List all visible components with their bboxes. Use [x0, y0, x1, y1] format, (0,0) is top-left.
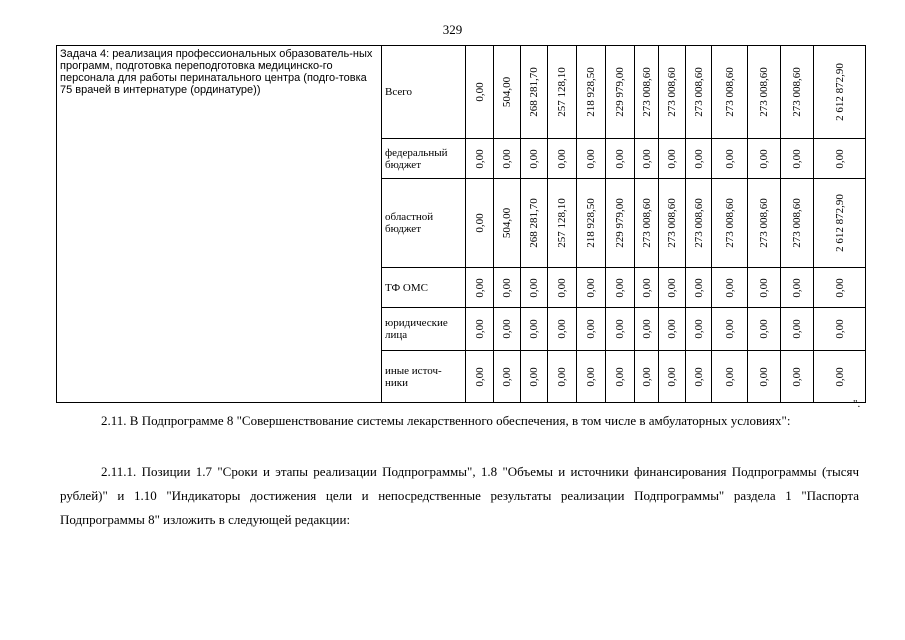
amount-cell — [712, 46, 748, 139]
amount-value: 0,00 — [723, 366, 736, 387]
amount-value: 0,00 — [666, 277, 678, 298]
amount-value: 0,00 — [791, 366, 803, 387]
amount-value: 0,00 — [501, 319, 513, 339]
amount-value: 0,00 — [758, 319, 770, 339]
amount-value: 0,00 — [614, 277, 626, 298]
amount-value: 0,00 — [556, 366, 568, 387]
amount-cell — [466, 179, 494, 268]
amount-value: 0,00 — [833, 277, 846, 298]
amount-value: 0,00 — [501, 148, 513, 169]
funding-source-label: юридические лица — [385, 317, 448, 341]
amount-value: 0,00 — [692, 277, 705, 298]
amount-value: 218 928,50 — [585, 198, 597, 248]
amount-cell — [748, 179, 781, 268]
amount-value: 0,00 — [791, 319, 803, 339]
amount-cell — [814, 268, 866, 308]
amount-cell — [814, 308, 866, 351]
amount-value: 273 008,60 — [758, 198, 770, 248]
amount-cell — [577, 179, 606, 268]
funding-source-cell — [382, 179, 466, 268]
amount-value: 0,00 — [723, 319, 736, 339]
amount-cell — [548, 308, 577, 351]
amount-value: 0,00 — [758, 366, 770, 387]
paragraph-2-11: 2.11. В Подпрограмме 8 "Совершенствование системы лекарственного обеспечения, в том числе в амбулаторных условиях": — [101, 413, 791, 428]
amount-cell — [748, 351, 781, 403]
amount-value: 0,00 — [556, 148, 568, 169]
amount-value: 0,00 — [473, 277, 486, 298]
amount-value: 257 128,10 — [556, 198, 568, 248]
amount-value: 273 008,60 — [692, 67, 705, 117]
amount-value: 0,00 — [556, 277, 568, 298]
amount-value: 0,00 — [585, 319, 597, 339]
amount-cell — [466, 308, 494, 351]
amount-value: 0,00 — [556, 319, 568, 339]
amount-cell — [635, 179, 659, 268]
amount-cell — [494, 268, 521, 308]
amount-cell — [814, 351, 866, 403]
amount-value: 229 979,00 — [614, 198, 626, 248]
amount-value: 0,00 — [614, 319, 626, 339]
funding-source-label: иные источ-ники — [385, 364, 442, 389]
amount-cell — [781, 351, 814, 403]
amount-cell — [635, 268, 659, 308]
task-description-cell: Задача 4: реализация профессиональных образователь-ных программ, подготовка переподготовка медицинско-го персонала для работы перинатального центра (подго-товка 75 врачей в интернатуре (ординатуре)) — [57, 46, 382, 403]
page-number: 329 — [442, 22, 463, 37]
amount-cell — [686, 46, 712, 139]
amount-cell — [635, 139, 659, 179]
amount-cell — [712, 139, 748, 179]
funding-source-cell — [382, 308, 466, 351]
amount-cell — [466, 139, 494, 179]
amount-cell — [748, 268, 781, 308]
amount-value: 0,00 — [833, 148, 846, 169]
amount-value: 0,00 — [791, 277, 803, 298]
amount-value: 273 008,60 — [692, 198, 705, 248]
amount-cell — [521, 46, 548, 139]
amount-value: 0,00 — [723, 148, 736, 169]
amount-value: 0,00 — [585, 148, 597, 169]
paragraph-2-11-1: 2.11.1. Позиции 1.7 "Сроки и этапы реализации Подпрограммы", 1.8 "Объемы и источники финансирования Подпрограммы (тысяч рублей)" и 1.10 "Индикаторы достижения цели и непосредственные результаты реализации Подпрограммы" раздела 1 "Паспорта Подпрограммы 8" изложить в следующей редакции: — [60, 464, 859, 527]
amount-value: 0,00 — [614, 148, 626, 169]
amount-cell — [521, 351, 548, 403]
amount-value: 0,00 — [692, 148, 705, 169]
financing-table — [56, 45, 866, 403]
amount-value: 0,00 — [528, 366, 540, 387]
amount-value: 0,00 — [666, 148, 678, 169]
amount-value: 0,00 — [692, 366, 705, 387]
amount-cell — [686, 308, 712, 351]
funding-source-label: ТФ ОМС — [385, 281, 428, 294]
amount-cell — [521, 179, 548, 268]
amount-cell — [635, 351, 659, 403]
amount-cell — [577, 308, 606, 351]
amount-value: 273 008,60 — [640, 67, 653, 117]
amount-value: 273 008,60 — [723, 67, 736, 117]
amount-value: 0,00 — [473, 213, 486, 233]
amount-value: 229 979,00 — [614, 67, 626, 117]
amount-cell — [814, 46, 866, 139]
amount-value: 0,00 — [833, 319, 846, 339]
amount-cell — [712, 268, 748, 308]
amount-value: 0,00 — [640, 148, 653, 169]
amount-value: 257 128,10 — [556, 67, 568, 117]
funding-source-cell — [382, 268, 466, 308]
amount-value: 273 008,60 — [758, 67, 770, 117]
amount-cell — [635, 308, 659, 351]
amount-cell — [781, 268, 814, 308]
amount-cell — [748, 139, 781, 179]
funding-source-label: областной бюджет — [385, 211, 434, 235]
amount-value: 0,00 — [501, 366, 513, 387]
amount-cell — [577, 351, 606, 403]
amount-cell — [521, 308, 548, 351]
amount-value: 0,00 — [640, 277, 653, 298]
amount-value: 0,00 — [528, 148, 540, 169]
amount-value: 0,00 — [723, 277, 736, 298]
amount-cell — [494, 139, 521, 179]
amount-cell — [686, 351, 712, 403]
amount-value: 0,00 — [758, 148, 770, 169]
amount-cell — [606, 179, 635, 268]
amount-value: 273 008,60 — [666, 198, 678, 248]
amount-cell — [466, 46, 494, 139]
amount-value: 0,00 — [528, 277, 540, 298]
amount-cell — [494, 46, 521, 139]
amount-value: 0,00 — [666, 366, 678, 387]
amount-cell — [748, 308, 781, 351]
amount-cell — [548, 46, 577, 139]
amount-cell — [659, 268, 686, 308]
amount-value: 0,00 — [585, 277, 597, 298]
amount-cell — [548, 268, 577, 308]
amount-value: 273 008,60 — [640, 198, 653, 248]
amount-cell — [712, 179, 748, 268]
amount-cell — [659, 139, 686, 179]
funding-source-label: федеральный бюджет — [385, 146, 448, 171]
amount-value: 0,00 — [473, 319, 486, 339]
amount-value: 0,00 — [833, 366, 846, 387]
amount-cell — [577, 139, 606, 179]
amount-value: 0,00 — [501, 277, 513, 298]
amount-value: 504,00 — [501, 207, 513, 239]
amount-cell — [577, 268, 606, 308]
amount-cell — [548, 179, 577, 268]
funding-source-label: Всего — [385, 86, 412, 98]
amount-cell — [781, 179, 814, 268]
amount-value: 0,00 — [528, 319, 540, 339]
amount-value: 0,00 — [640, 366, 653, 387]
amount-cell — [466, 268, 494, 308]
amount-value: 0,00 — [692, 319, 705, 339]
amount-value: 0,00 — [473, 148, 486, 169]
amount-value: 0,00 — [666, 319, 678, 339]
funding-source-cell — [382, 139, 466, 179]
amount-cell — [659, 351, 686, 403]
amount-value: 273 008,60 — [723, 198, 736, 248]
amount-value: 218 928,50 — [585, 67, 597, 117]
amount-value: 504,00 — [501, 76, 513, 108]
closing-quote-mark: ". — [853, 398, 861, 410]
amount-value: 268 281,70 — [528, 198, 540, 248]
amount-cell — [686, 139, 712, 179]
amount-value: 0,00 — [473, 366, 486, 387]
amount-cell — [686, 268, 712, 308]
amount-cell — [712, 308, 748, 351]
amount-value: 2 612 872,90 — [833, 63, 846, 121]
amount-value: 273 008,60 — [666, 67, 678, 117]
amount-cell — [521, 268, 548, 308]
amount-cell — [548, 139, 577, 179]
amount-value: 273 008,60 — [791, 67, 803, 117]
amount-value: 0,00 — [791, 148, 803, 169]
amount-cell — [635, 46, 659, 139]
amount-cell — [814, 179, 866, 268]
amount-cell — [659, 308, 686, 351]
amount-cell — [781, 46, 814, 139]
amount-cell — [606, 351, 635, 403]
amount-cell — [814, 139, 866, 179]
amount-value: 0,00 — [614, 366, 626, 387]
amount-value: 0,00 — [585, 366, 597, 387]
amount-cell — [712, 351, 748, 403]
amount-cell — [606, 308, 635, 351]
amount-cell — [659, 46, 686, 139]
amount-cell — [606, 46, 635, 139]
amount-cell — [466, 351, 494, 403]
amount-value: 273 008,60 — [791, 198, 803, 248]
amount-cell — [686, 179, 712, 268]
amount-cell — [548, 351, 577, 403]
amount-cell — [521, 139, 548, 179]
funding-source-cell — [382, 351, 466, 403]
amount-cell — [781, 308, 814, 351]
amount-value: 268 281,70 — [528, 67, 540, 117]
table-row — [57, 46, 866, 139]
amount-value: 2 612 872,90 — [833, 194, 846, 252]
funding-source-cell — [382, 46, 466, 139]
amount-cell — [781, 139, 814, 179]
amount-cell — [494, 308, 521, 351]
amount-cell — [606, 139, 635, 179]
amount-value: 0,00 — [758, 277, 770, 298]
amount-cell — [748, 46, 781, 139]
amount-cell — [606, 268, 635, 308]
amount-cell — [577, 46, 606, 139]
amount-cell — [494, 179, 521, 268]
amount-value: 0,00 — [640, 319, 653, 339]
amount-cell — [659, 179, 686, 268]
amount-value: 0,00 — [473, 82, 486, 102]
amount-cell — [494, 351, 521, 403]
